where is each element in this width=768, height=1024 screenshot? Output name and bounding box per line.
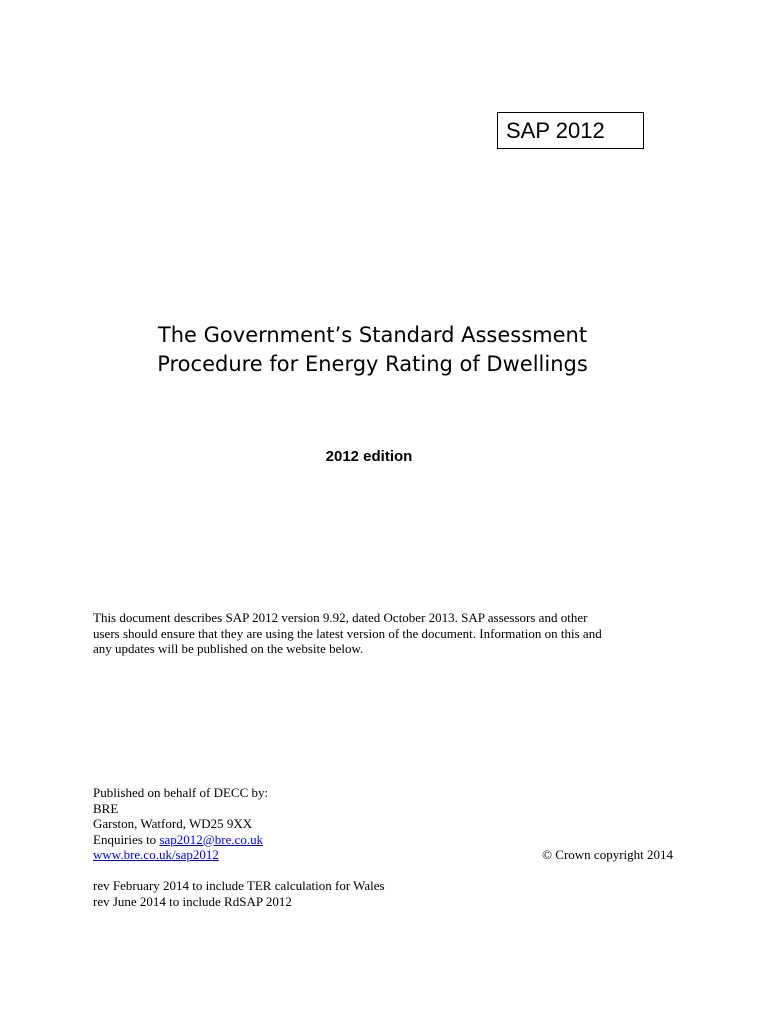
sap-version-badge: SAP 2012 [497,112,644,149]
copyright-notice: © Crown copyright 2014 [542,847,673,862]
description-line-3: any updates will be published on the website below. [93,641,364,656]
enquiries-prefix: Enquiries to [93,831,160,847]
revision-note-1: rev February 2014 to include TER calculation for Wales [93,878,385,893]
website-link[interactable]: www.bre.co.uk/sap2012 [93,847,219,862]
edition-label: 2012 edition [325,448,413,465]
email-link[interactable]: sap2012@bre.co.uk [159,831,264,847]
document-title-line-1: The Government’s Standard Assessment [157,323,588,347]
website-line [93,847,219,863]
enquiries-line [93,832,263,848]
revision-note-2: rev June 2014 to include RdSAP 2012 [93,893,292,909]
publisher-intro: Published on behalf of DECC by: [93,785,269,800]
description-line-1: This document describes SAP 2012 version 9.92, dated October 2013. SAP assessors and other [93,610,588,625]
description-line-2: users should ensure that they are using the latest version of the document. Information on this and [93,625,602,641]
publisher-address: Garston, Watford, WD25 9XX [93,816,253,831]
publisher-org: BRE [93,800,119,816]
document-title-line-2: Procedure for Energy Rating of Dwellings [157,352,588,376]
